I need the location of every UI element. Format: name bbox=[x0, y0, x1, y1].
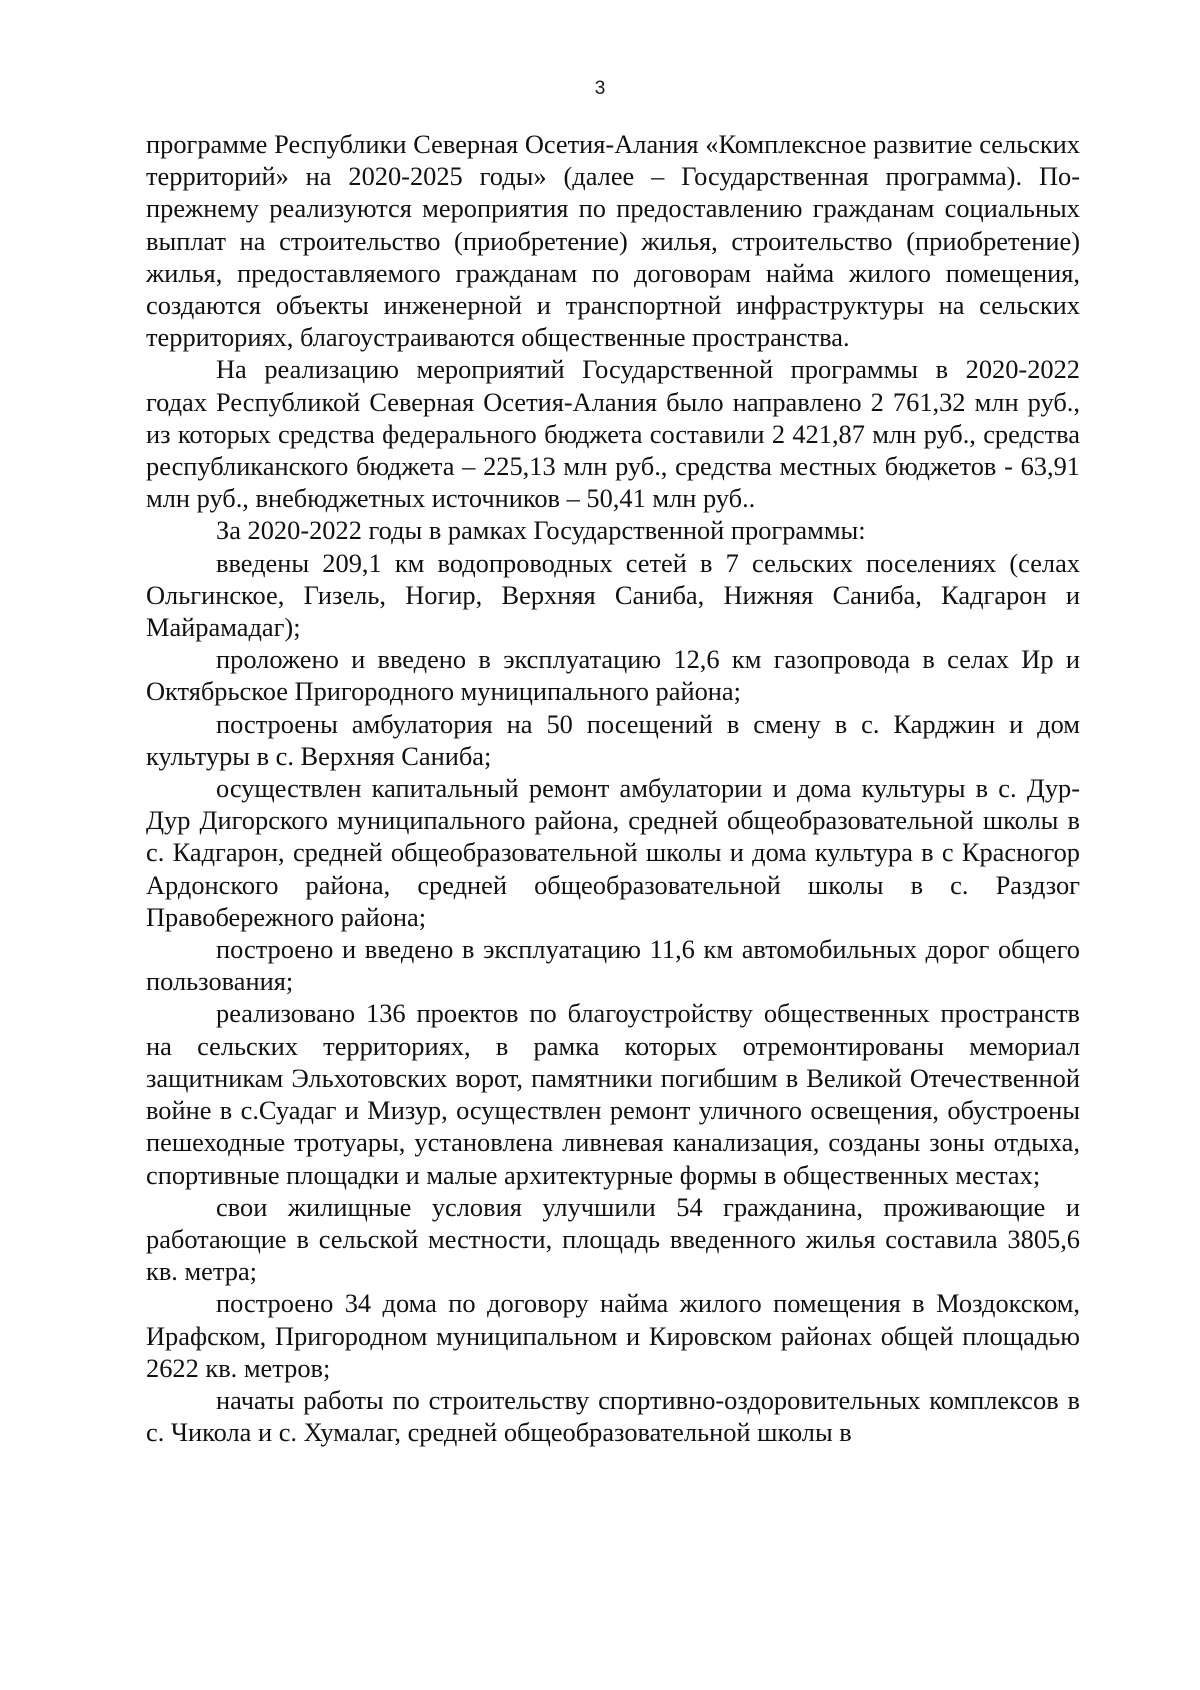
paragraph-gas-pipeline: проложено и введено в эксплуатацию 12,6 км газопровода в селах Ир и Октябрьское Пригородного муниципального района; bbox=[146, 644, 1080, 707]
paragraph-water-networks: введены 209,1 км водопроводных сетей в 7 сельских поселениях (селах Ольгинское, Гизель, Ногир, Верхняя Саниба, Нижняя Саниба, Кадгарон и Майрамадаг); bbox=[146, 547, 1080, 643]
paragraph-funding: На реализацию мероприятий Государственной программы в 2020-2022 годах Республикой Северная Осетия-Алания было направлено 2 761,32 млн руб., из которых средства федерального бюджета составили 2 421,87 млн руб., средства республиканского бюджета – 225,13 млн руб., средства местных бюджетов - 63,91 млн руб., внебюджетных источников – 50,41 млн руб.. bbox=[146, 354, 1080, 514]
paragraph-public-spaces: реализовано 136 проектов по благоустройству общественных пространств на сельских территориях, в рамка которых отремонтированы мемориал защитникам Эльхотовских ворот, памятники погибшим в Великой Отечественной войне в с.Суадаг и Мизур, осуществлен ремонт уличного освещения, обустроены пешеходные тротуары, установлена ливневая канализация, созданы зоны отдыха, спортивные площадки и малые архитектурные формы в общественных местах; bbox=[146, 998, 1080, 1190]
paragraph-results-heading: За 2020-2022 годы в рамках Государственной программы: bbox=[216, 515, 866, 546]
paragraph-sports-complexes: начаты работы по строительству спортивно-оздоровительных комплексов в с. Чикола и с. Хумалаг, средней общеобразовательной школы в bbox=[146, 1384, 1080, 1448]
paragraph-clinic-culture-house: построены амбулатория на 50 посещений в смену в с. Карджин и дом культуры в с. Верхняя Саниба; bbox=[146, 708, 1080, 771]
paragraph-housing-conditions: свои жилищные условия улучшили 54 гражданина, проживающие и работающие в сельской местности, площадь введенного жилья составила 3805,6 кв. метра; bbox=[146, 1191, 1080, 1287]
paragraph-program-intro: программе Республики Северная Осетия-Алания «Комплексное развитие сельских территорий» на 2020-2025 годы» (далее – Государственная программа). По-прежнему реализуются мероприятия по предоставлению гражданам социальных выплат на строительство (приобретение) жилья, строительство (приобретение) жилья, предоставляемого гражданам по договорам найма жилого помещения, создаются объекты инженерной и транспортной инфраструктуры на сельских территориях, благоустраиваются общественные пространства. bbox=[146, 129, 1080, 353]
paragraph-capital-repair: осуществлен капитальный ремонт амбулатории и дома культуры в с. Дур-Дур Дигорского муниципального района, средней общеобразовательной школы в с. Кадгарон, средней общеобразовательной школы и дома культура в с Красногор Ардонского района, средней общеобразовательной школы в с. Раздзог Правобережного района; bbox=[146, 773, 1080, 932]
paragraph-roads: построено и введено в эксплуатацию 11,6 км автомобильных дорог общего пользования; bbox=[146, 934, 1080, 997]
document-body bbox=[146, 128, 1080, 1448]
page-number: 3 bbox=[594, 78, 606, 99]
paragraph-rental-houses: построено 34 дома по договору найма жилого помещения в Моздокском, Ирафском, Пригородном муниципальном и Кировском районах общей площадью 2622 кв. метров; bbox=[146, 1288, 1080, 1383]
